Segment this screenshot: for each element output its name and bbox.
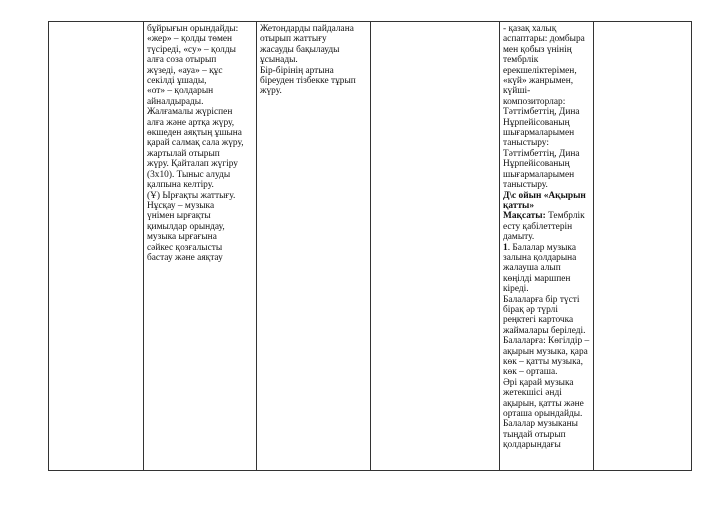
game-title-line: қатты» <box>503 200 535 211</box>
step-line <box>503 243 590 253</box>
step-number: 1 <box>503 242 508 253</box>
text-line: реңктегі карточка <box>503 315 574 326</box>
text-line: жүру. Қайталап жүгіру <box>147 159 238 170</box>
text-line: алға соза отырып <box>147 55 217 66</box>
text-line: - қазақ халық <box>503 24 557 34</box>
cell-col6 <box>594 22 692 471</box>
text-line: «жер» – қолды төмен <box>147 34 233 45</box>
text-line: жаймалары беріледі. <box>503 325 586 336</box>
text-line: таныстыру. <box>503 180 548 191</box>
text-line: бұйрығын орындайды: <box>147 24 239 34</box>
text-line: дамыту. <box>503 232 535 243</box>
text-line: жүру. <box>260 86 282 97</box>
text-line: ақырын, қатты және <box>503 398 584 409</box>
text-line: Жалғамалы жүріспен <box>147 107 233 118</box>
text-line: таныстыру: <box>503 138 549 149</box>
goal-line <box>503 211 590 221</box>
text-line: есту қабілеттерін <box>503 221 573 232</box>
lesson-plan-table <box>48 21 692 471</box>
text-line: Жетондарды пайдалана <box>260 24 354 34</box>
text-line: жартылай отырып <box>147 148 220 159</box>
text-line: сәйкес қозғалысты <box>147 242 223 253</box>
text-line: Әрі қарай музыка <box>503 377 574 388</box>
text-line: тыңдай отырып <box>503 429 566 440</box>
text-line: қолдарындағы <box>503 440 561 451</box>
cell-col5 <box>500 22 594 471</box>
text-line: айналдырады. <box>147 96 204 107</box>
text-line: үнімен ырғақты <box>147 211 211 222</box>
text-line: Бір-бірінің артына <box>260 65 334 76</box>
cell-col3 <box>257 22 371 471</box>
text-line: ерекшеліктерімен, <box>503 65 577 76</box>
game-title-line: Д\с ойын «Ақырын <box>503 190 586 201</box>
text-line: «от» – қолдарын <box>147 86 214 97</box>
text-line: бірақ әр түрлі <box>503 304 558 315</box>
text-line: ұсынады. <box>260 55 298 66</box>
text-line: композиторлар: <box>503 96 566 107</box>
text-line: көк – орташа. <box>503 367 558 378</box>
cell-col1 <box>49 22 144 471</box>
text-line: мен қобыз үнінің <box>503 44 572 55</box>
text-line: аспаптары: домбыра <box>503 34 585 45</box>
text-line: (3х10). Тыныс алуды <box>147 169 231 180</box>
text-line: «күй» жанрымен, <box>503 76 574 87</box>
text-line: Балаларға: Көгілдір – <box>503 336 590 347</box>
text-line: жалауша алып <box>503 263 561 274</box>
text-line: күйші- <box>503 86 531 97</box>
text-line: алға және артқа жүру, <box>147 117 235 128</box>
text-line: шығармаларымен <box>503 128 575 139</box>
text-line: Балалар музыканы <box>503 419 578 430</box>
text-line: көңілді маршпен <box>503 273 571 284</box>
text-line: бастау және аяқтау <box>147 252 223 263</box>
text-line: жасауды бақылауды <box>260 44 340 55</box>
text-line: Балаларға бір түсті <box>503 294 580 305</box>
table-row <box>49 22 692 471</box>
text-line: біреуден тізбекке тұрып <box>260 76 356 87</box>
text-line: Тәттімбеттің, Дина <box>503 148 580 159</box>
goal-label: Мақсаты: <box>503 211 546 222</box>
text-line: тембрлік <box>503 55 539 66</box>
text-line: жетекшісі әнді <box>503 388 562 399</box>
text-line: (Ұ) Ырғақты жаттығу. <box>147 190 236 201</box>
cell-col4 <box>371 22 500 471</box>
cell-col2 <box>144 22 257 471</box>
text-line: Нұрпейісованың <box>503 159 570 170</box>
text-line: түсіреді, «су» – қолды <box>147 44 236 55</box>
text-line: ақырын музыка, қара <box>503 346 588 357</box>
text-line: музыка ырғағына <box>147 232 217 243</box>
text-line: Нұрпейісованың <box>503 117 570 128</box>
text-line: Нұсқау – музыка <box>147 200 215 211</box>
goal-text: Тембрлік <box>548 211 585 222</box>
text-line: жүзеді, «ауа» – құс <box>147 65 223 76</box>
text-line: залына қолдарына <box>503 252 577 263</box>
text-line: орташа орындайды. <box>503 409 583 420</box>
text-line: қимылдар орындау, <box>147 221 225 232</box>
step-text: . Балалар музыка <box>507 242 576 253</box>
text-line: кіреді. <box>503 284 529 295</box>
text-line: шығармаларымен <box>503 169 575 180</box>
text-line: өкшеден аяқтың ұшына <box>147 128 242 139</box>
text-line: Тәттімбеттің, Дина <box>503 107 580 118</box>
text-line: отырып жаттығу <box>260 34 327 45</box>
text-line: қалпына келтіру. <box>147 180 214 191</box>
text-line: қарай салмақ сала жүру, <box>147 138 244 149</box>
text-line: секілді ұшады, <box>147 76 207 87</box>
text-line: көк – қатты музыка, <box>503 357 584 367</box>
